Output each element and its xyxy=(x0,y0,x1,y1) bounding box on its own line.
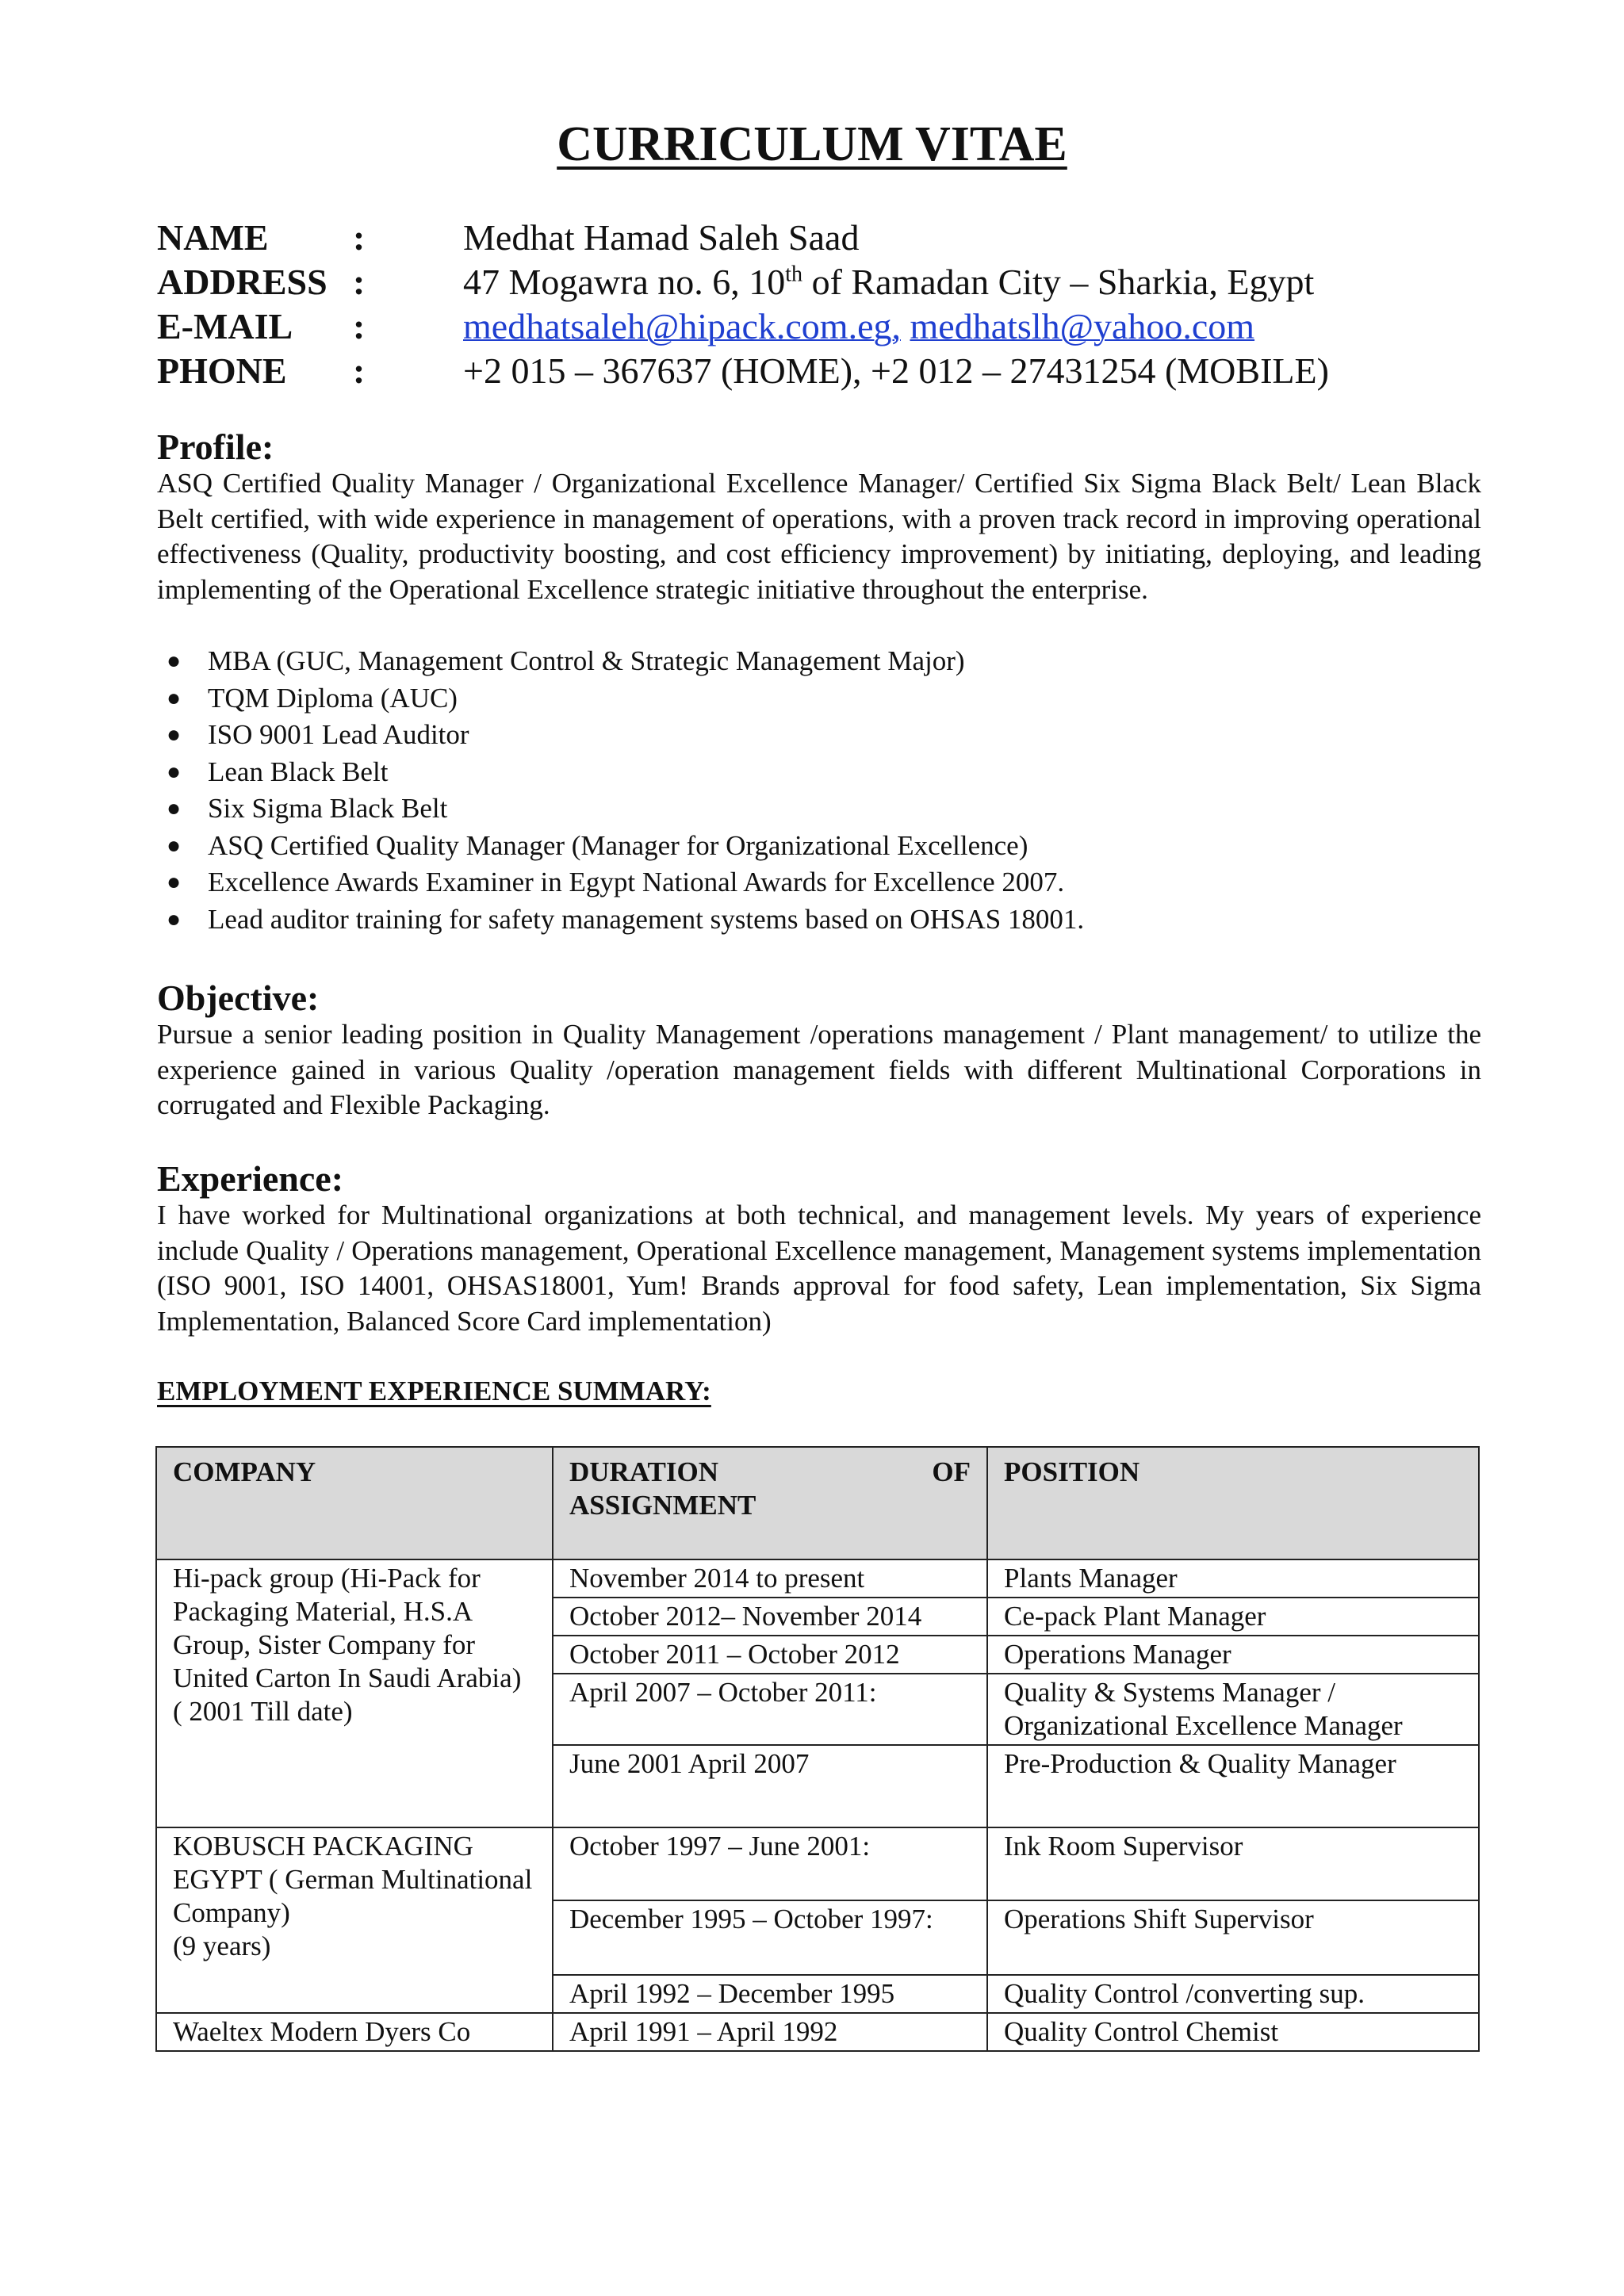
address-part-2: of Ramadan City – Sharkia, Egypt xyxy=(802,262,1315,302)
position-cell: Pre-Production & Quality Manager xyxy=(987,1745,1479,1827)
experience-heading: Experience: xyxy=(157,1158,344,1199)
phone-label: PHONE xyxy=(157,350,287,391)
list-item xyxy=(157,717,1481,754)
table-row xyxy=(156,1827,1479,1900)
company-name: Hi-pack group (Hi-Pack for Packaging Material, H.S.A Group, Sister Company for United Carton In Saudi Arabia) xyxy=(173,1563,522,1693)
duration-column-header xyxy=(553,1447,987,1559)
position-column-header: POSITION xyxy=(987,1447,1479,1559)
phone-row xyxy=(157,349,1465,393)
duration-header-word: DURATION xyxy=(569,1456,718,1487)
duration-cell: April 2007 – October 2011: xyxy=(553,1674,987,1745)
personal-info xyxy=(157,216,1465,393)
name-value: Medhat Hamad Saleh Saad xyxy=(463,217,860,258)
list-item-text: ISO 9001 Lead Auditor xyxy=(208,719,469,750)
position-cell: Operations Shift Supervisor xyxy=(987,1900,1479,1975)
email-link-primary[interactable]: medhatsaleh@hipack.com.eg, xyxy=(463,306,901,346)
duration-header-of: OF xyxy=(932,1456,971,1487)
qualifications-list xyxy=(157,643,1481,938)
employment-table xyxy=(155,1446,1480,2052)
company-tenure: (9 years) xyxy=(173,1931,271,1961)
bullet-icon: ● xyxy=(167,905,182,932)
email-colon: : xyxy=(353,306,366,346)
objective-text: Pursue a senior leading position in Quality Management /operations management / Plant management/ to utilize the experience gained in various Quality /operation management fields with different Multinational Corporations in corrugated and Flexible Packaging. xyxy=(157,1019,1481,1120)
employment-summary-heading: EMPLOYMENT EXPERIENCE SUMMARY: xyxy=(157,1376,711,1406)
document-title: CURRICULUM VITAE xyxy=(557,117,1067,171)
address-value xyxy=(463,260,1314,304)
position-cell: Quality & Systems Manager / Organizational Excellence Manager xyxy=(987,1674,1479,1745)
list-item-text: TQM Diploma (AUC) xyxy=(208,682,458,714)
table-row xyxy=(156,2013,1479,2051)
company-tenure: ( 2001 Till date) xyxy=(173,1696,353,1727)
bullet-icon: ● xyxy=(167,648,182,674)
list-item xyxy=(157,864,1481,901)
table-row xyxy=(156,1559,1479,1598)
list-item-text: Six Sigma Black Belt xyxy=(208,793,448,824)
address-row xyxy=(157,260,1465,304)
list-item xyxy=(157,680,1481,718)
profile-text: ASQ Certified Quality Manager / Organizational Excellence Manager/ Certified Six Sigma Black Belt/ Lean Black Belt certified, with wide experience in management of operations, with a proven track record in improving operational effectiveness (Quality, productivity boosting, and cost efficiency improvement) by initiating, deploying, and leading implementing of the Operational Excellence strategic initiative throughout the enterprise. xyxy=(157,468,1481,605)
address-colon: : xyxy=(353,262,366,302)
position-cell: Ink Room Supervisor xyxy=(987,1827,1479,1900)
experience-text: I have worked for Multinational organizations at both technical, and management levels. My years of experience include Quality / Operations management, Operational Excellence management, Management systems implementation (ISO 9001, ISO 14001, OHSAS18001, Yum! Brands approval for food safety, Lean implementation, Six Sigma Implementation, Balanced Score Card implementation) xyxy=(157,1200,1481,1337)
bullet-icon: ● xyxy=(167,795,182,821)
list-item-text: ASQ Certified Quality Manager (Manager for Organizational Excellence) xyxy=(208,829,1028,861)
duration-header-assignment: ASSIGNMENT xyxy=(569,1490,756,1521)
duration-cell: December 1995 – October 1997: xyxy=(553,1900,987,1975)
list-item-text: Excellence Awards Examiner in Egypt National Awards for Excellence 2007. xyxy=(208,867,1065,897)
bullet-icon: ● xyxy=(167,684,182,711)
objective-heading: Objective: xyxy=(157,978,320,1018)
duration-cell: April 1992 – December 1995 xyxy=(553,1975,987,2013)
email-row xyxy=(157,304,1465,349)
duration-cell: June 2001 April 2007 xyxy=(553,1745,987,1827)
list-item-text: Lead auditor training for safety management systems based on OHSAS 18001. xyxy=(208,903,1085,935)
table-header-row xyxy=(156,1447,1479,1559)
name-colon: : xyxy=(353,217,366,258)
list-item xyxy=(157,790,1481,828)
address-part-1: 47 Mogawra no. 6, 10 xyxy=(463,262,786,302)
position-cell: Plants Manager xyxy=(987,1559,1479,1598)
position-cell: Quality Control Chemist xyxy=(987,2013,1479,2051)
name-row xyxy=(157,216,1465,260)
duration-cell: October 2011 – October 2012 xyxy=(553,1636,987,1674)
email-value xyxy=(463,304,1254,349)
duration-cell: October 1997 – June 2001: xyxy=(553,1827,987,1900)
address-label: ADDRESS xyxy=(157,262,327,302)
list-item-text: MBA (GUC, Management Control & Strategic Management Major) xyxy=(208,645,965,676)
email-link-secondary[interactable]: medhatslh@yahoo.com xyxy=(910,306,1255,346)
duration-cell: October 2012– November 2014 xyxy=(553,1598,987,1636)
phone-value: +2 015 – 367637 (HOME), +2 012 – 27431254 (MOBILE) xyxy=(463,350,1329,391)
list-item-text: Lean Black Belt xyxy=(208,756,389,787)
bullet-icon: ● xyxy=(167,721,182,748)
bullet-icon: ● xyxy=(167,869,182,895)
list-item xyxy=(157,828,1481,865)
position-cell: Ce-pack Plant Manager xyxy=(987,1598,1479,1636)
company-column-header: COMPANY xyxy=(156,1447,553,1559)
position-cell: Quality Control /converting sup. xyxy=(987,1975,1479,2013)
email-label: E-MAIL xyxy=(157,306,293,346)
duration-cell: November 2014 to present xyxy=(553,1559,987,1598)
company-cell-kobusch xyxy=(156,1827,553,2013)
bullet-icon: ● xyxy=(167,832,182,859)
list-item xyxy=(157,643,1481,680)
company-cell-waeltex: Waeltex Modern Dyers Co xyxy=(156,2013,553,2051)
position-cell: Operations Manager xyxy=(987,1636,1479,1674)
list-item xyxy=(157,901,1481,939)
list-item xyxy=(157,754,1481,791)
company-cell-hipack xyxy=(156,1559,553,1827)
profile-heading: Profile: xyxy=(157,427,274,467)
duration-cell: April 1991 – April 1992 xyxy=(553,2013,987,2051)
phone-colon: : xyxy=(353,350,366,391)
address-ordinal: th xyxy=(785,262,803,287)
bullet-icon: ● xyxy=(167,758,182,785)
company-name: KOBUSCH PACKAGING EGYPT ( German Multinational Company) xyxy=(173,1831,533,1928)
name-label: NAME xyxy=(157,217,269,258)
